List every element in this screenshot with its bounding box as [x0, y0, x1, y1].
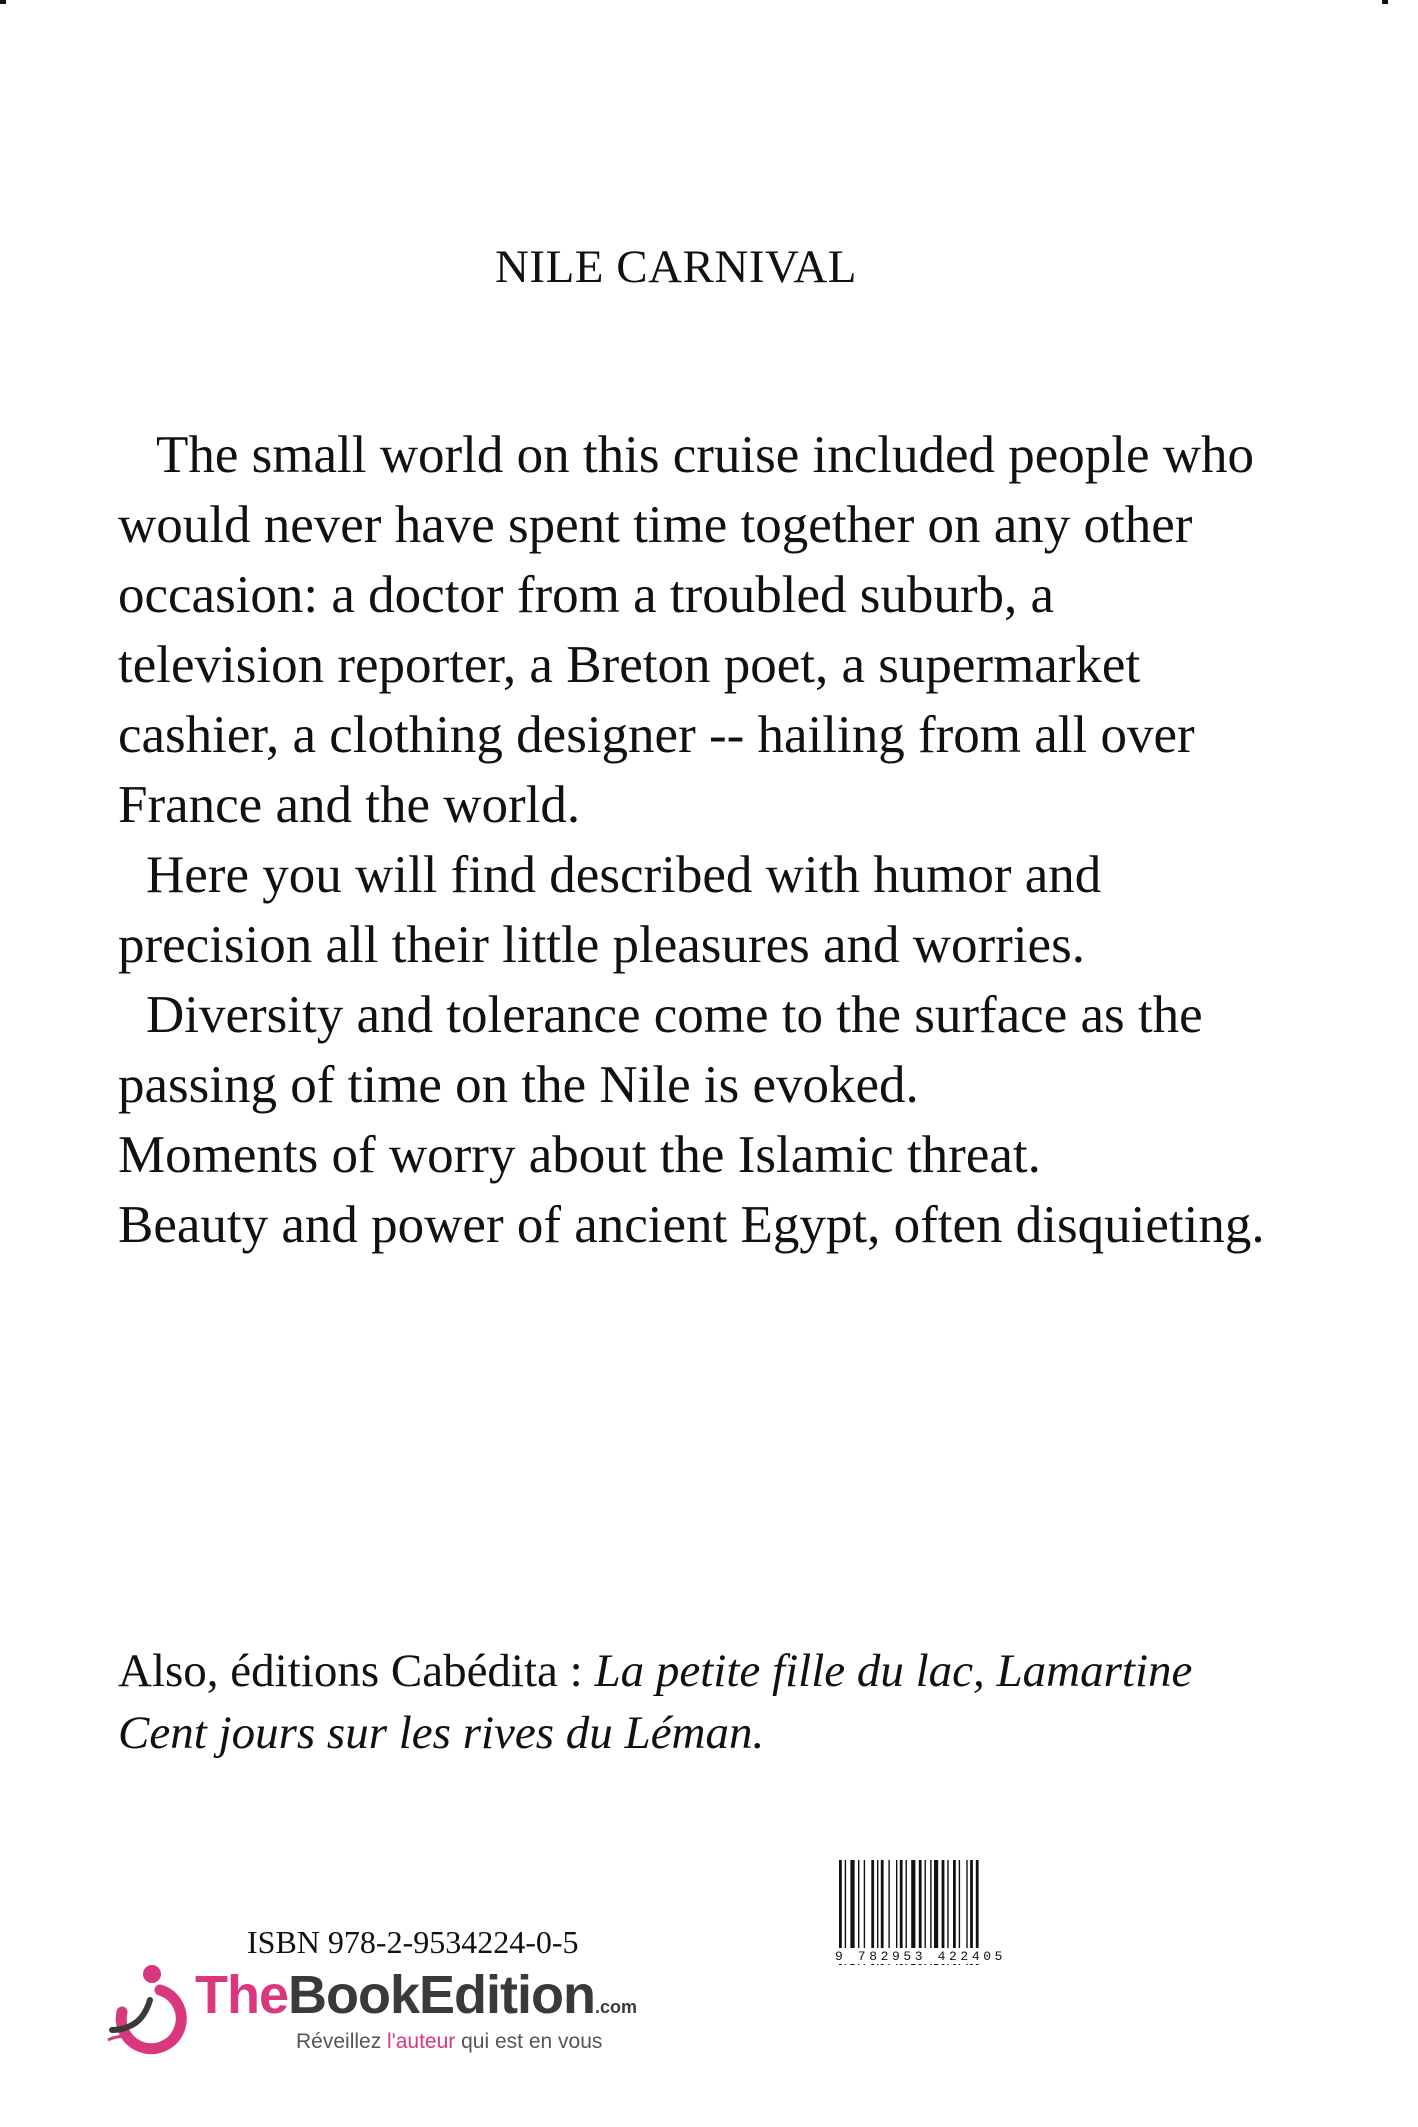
person-circle-icon: [100, 1960, 190, 2060]
crop-mark-right: [1382, 0, 1388, 4]
publisher-wordmark: [195, 1964, 637, 2026]
crop-mark-left: [0, 0, 6, 4]
barcode-digits: 9 782953 422405: [835, 1948, 1025, 1964]
blurb-paragraph: The small world on this cruise included people who would never have spent time together on any other occasion: a doctor from a troubled suburb, a television reporter, a Breton poet, a supermarket cashier, a clothing designer -- hailing from all over France and the world.: [118, 426, 1255, 834]
tagline-start: Réveillez: [296, 2030, 388, 2053]
publisher-name-book: Book: [288, 1965, 420, 2025]
also-titles: La petite fille du lac, Lamartine Cent jours sur les rives du Léman.: [118, 1645, 1193, 1759]
tagline-end: qui est en vous: [455, 2030, 603, 2053]
blurb-paragraph: Beauty and power of ancient Egypt, often disquieting.: [118, 1196, 1265, 1254]
back-cover-blurb: [118, 420, 1268, 1260]
publisher-tagline: [296, 2030, 602, 2054]
tagline-highlight: l'auteur: [387, 2030, 456, 2053]
also-prefix: Also, éditions Cabédita :: [118, 1645, 595, 1697]
book-title: NILE CARNIVAL: [494, 241, 858, 293]
also-by-author: [118, 1640, 1268, 1764]
publisher-logo: [100, 1960, 680, 2070]
isbn-label: ISBN 978-2-9534224-0-5: [247, 1924, 579, 1960]
publisher-name-edition: Edition: [419, 1965, 595, 2025]
blurb-paragraph: Here you will find described with humor and precision all their little pleasures and worries.: [118, 846, 1102, 974]
publisher-tld: .com: [594, 1997, 637, 2017]
publisher-name-the: The: [195, 1965, 289, 2025]
blurb-paragraph: Diversity and tolerance come to the surface as the passing of time on the Nile is evoked.: [118, 986, 1203, 1114]
blurb-paragraph: Moments of worry about the Islamic threat.: [118, 1126, 1041, 1184]
